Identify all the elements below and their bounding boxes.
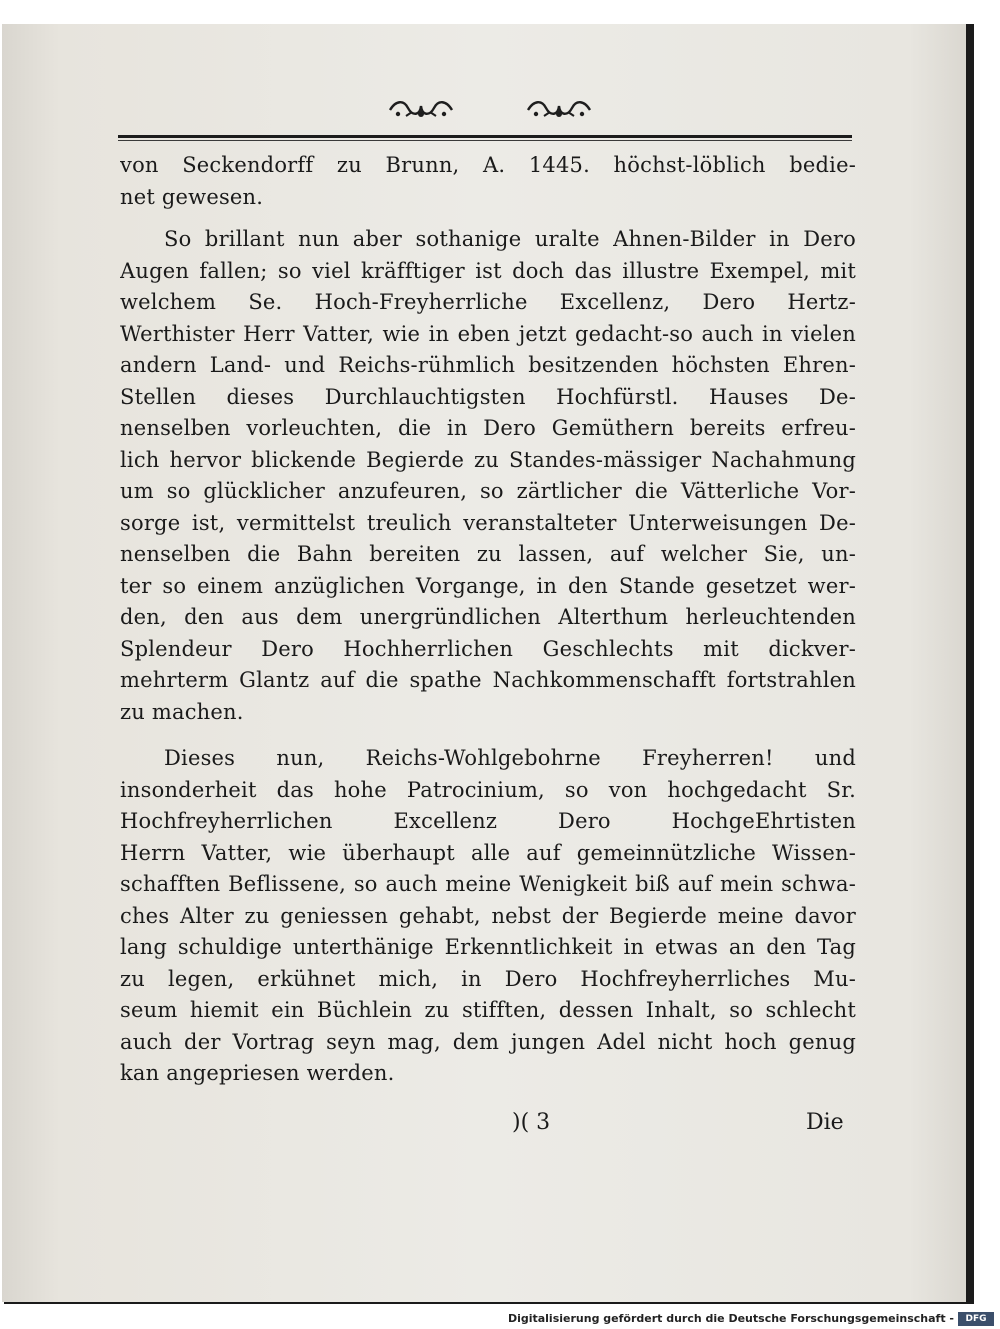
text-line: den, den aus dem unergründlichen Alterthum herleuchtenden bbox=[120, 605, 856, 629]
text-line: andern Land- und Reichs-rühmlich besitzenden höchsten Ehren- bbox=[120, 353, 856, 377]
text-line: Stellen dieses Durchlauchtigsten Hochfürstl. Hauses De- bbox=[120, 384, 856, 409]
text-line: von Seckendorff zu Brunn, A. 1445. höchst-löblich bedie- bbox=[120, 153, 856, 177]
text-line: Dieses nun, Reichs-Wohlgebohrne Freyherren! und bbox=[164, 746, 856, 770]
text-line: nenselben vorleuchten, die in Dero Gemüthern bereits erfreu- bbox=[120, 416, 856, 440]
text-line: Augen fallen; so viel kräfftiger ist doch das illustre Exempel, mit bbox=[120, 258, 856, 283]
text-line: auch der Vortrag seyn mag, dem jungen Adel nicht hoch genug bbox=[120, 1029, 856, 1054]
header-rule bbox=[118, 135, 852, 138]
text-line: mehrterm Glantz auf die spathe Nachkommenschafft fortstrahlen bbox=[120, 668, 856, 692]
text-line: net gewesen. bbox=[120, 184, 264, 209]
text-line: schafften Beflissene, so auch meine Wenigkeit biß auf mein schwa- bbox=[120, 872, 856, 896]
text-line: lich hervor blickende Begierde zu Standes-mässiger Nachahmung bbox=[120, 447, 856, 472]
text-line: welchem Se. Hoch-Freyherrliche Excellenz, Dero Hertz- bbox=[120, 290, 856, 314]
ornament-icon bbox=[524, 94, 594, 124]
text-line: nenselben die Bahn bereiten zu lassen, auf welcher Sie, un- bbox=[120, 542, 856, 566]
text-line: lang schuldige unterthänige Erkenntlichkeit in etwas an den Tag bbox=[120, 935, 856, 959]
text-line: ches Alter zu geniessen gehabt, nebst der Begierde meine davor bbox=[120, 903, 856, 928]
ornament-icon bbox=[386, 94, 456, 124]
text-line: Herrn Vatter, wie überhaupt alle auf gemeinnützliche Wissen- bbox=[120, 840, 856, 865]
text-line: kan angepriesen werden. bbox=[120, 1061, 395, 1085]
text-line: zu legen, erkühnet mich, in Dero Hochfreyherrliches Mu- bbox=[120, 966, 856, 991]
text-line: Splendeur Dero Hochherrlichen Geschlechts mit dickver- bbox=[120, 636, 856, 661]
bleed-through-mark bbox=[126, 1104, 168, 1128]
signature-mark: )( 3 bbox=[512, 1110, 551, 1135]
text-line: Werthister Herr Vatter, wie in eben jetzt gedacht-so auch in vielen bbox=[120, 321, 856, 346]
text-line: um so glücklicher anzufeuren, so zärtlicher die Vätterliche Vor- bbox=[120, 479, 856, 503]
paragraph-1 bbox=[120, 150, 856, 213]
text-line: Hochfreyherrlichen Excellenz Dero HochgeEhrtisten bbox=[120, 809, 856, 833]
catchword: Die bbox=[806, 1110, 844, 1135]
paragraph-3 bbox=[120, 743, 856, 1090]
text-line: sorge ist, vermittelst treulich veranstalteter Unterweisungen De- bbox=[120, 510, 856, 535]
text-line: ter so einem anzüglichen Vorgange, in den Stande gesetzet wer- bbox=[120, 573, 856, 598]
text-line: insonderheit das hohe Patrocinium, so von hochgedacht Sr. bbox=[120, 777, 856, 802]
text-line: zu machen. bbox=[120, 699, 244, 724]
ornament-left-icon bbox=[386, 94, 456, 124]
funding-credit: Digitalisierung gefördert durch die Deutsche Forschungsgemeinschaft - bbox=[507, 1312, 954, 1325]
header-rule-thin bbox=[118, 140, 852, 141]
ornament-right-icon bbox=[524, 94, 594, 124]
dfg-logo-icon: DFG bbox=[958, 1312, 994, 1326]
paragraph-2 bbox=[120, 224, 856, 728]
text-line: seum hiemit ein Büchlein zu stifften, dessen Inhalt, so schlecht bbox=[120, 998, 856, 1022]
text-line: So brillant nun aber sothanige uralte Ahnen-Bilder in Dero bbox=[164, 227, 856, 251]
